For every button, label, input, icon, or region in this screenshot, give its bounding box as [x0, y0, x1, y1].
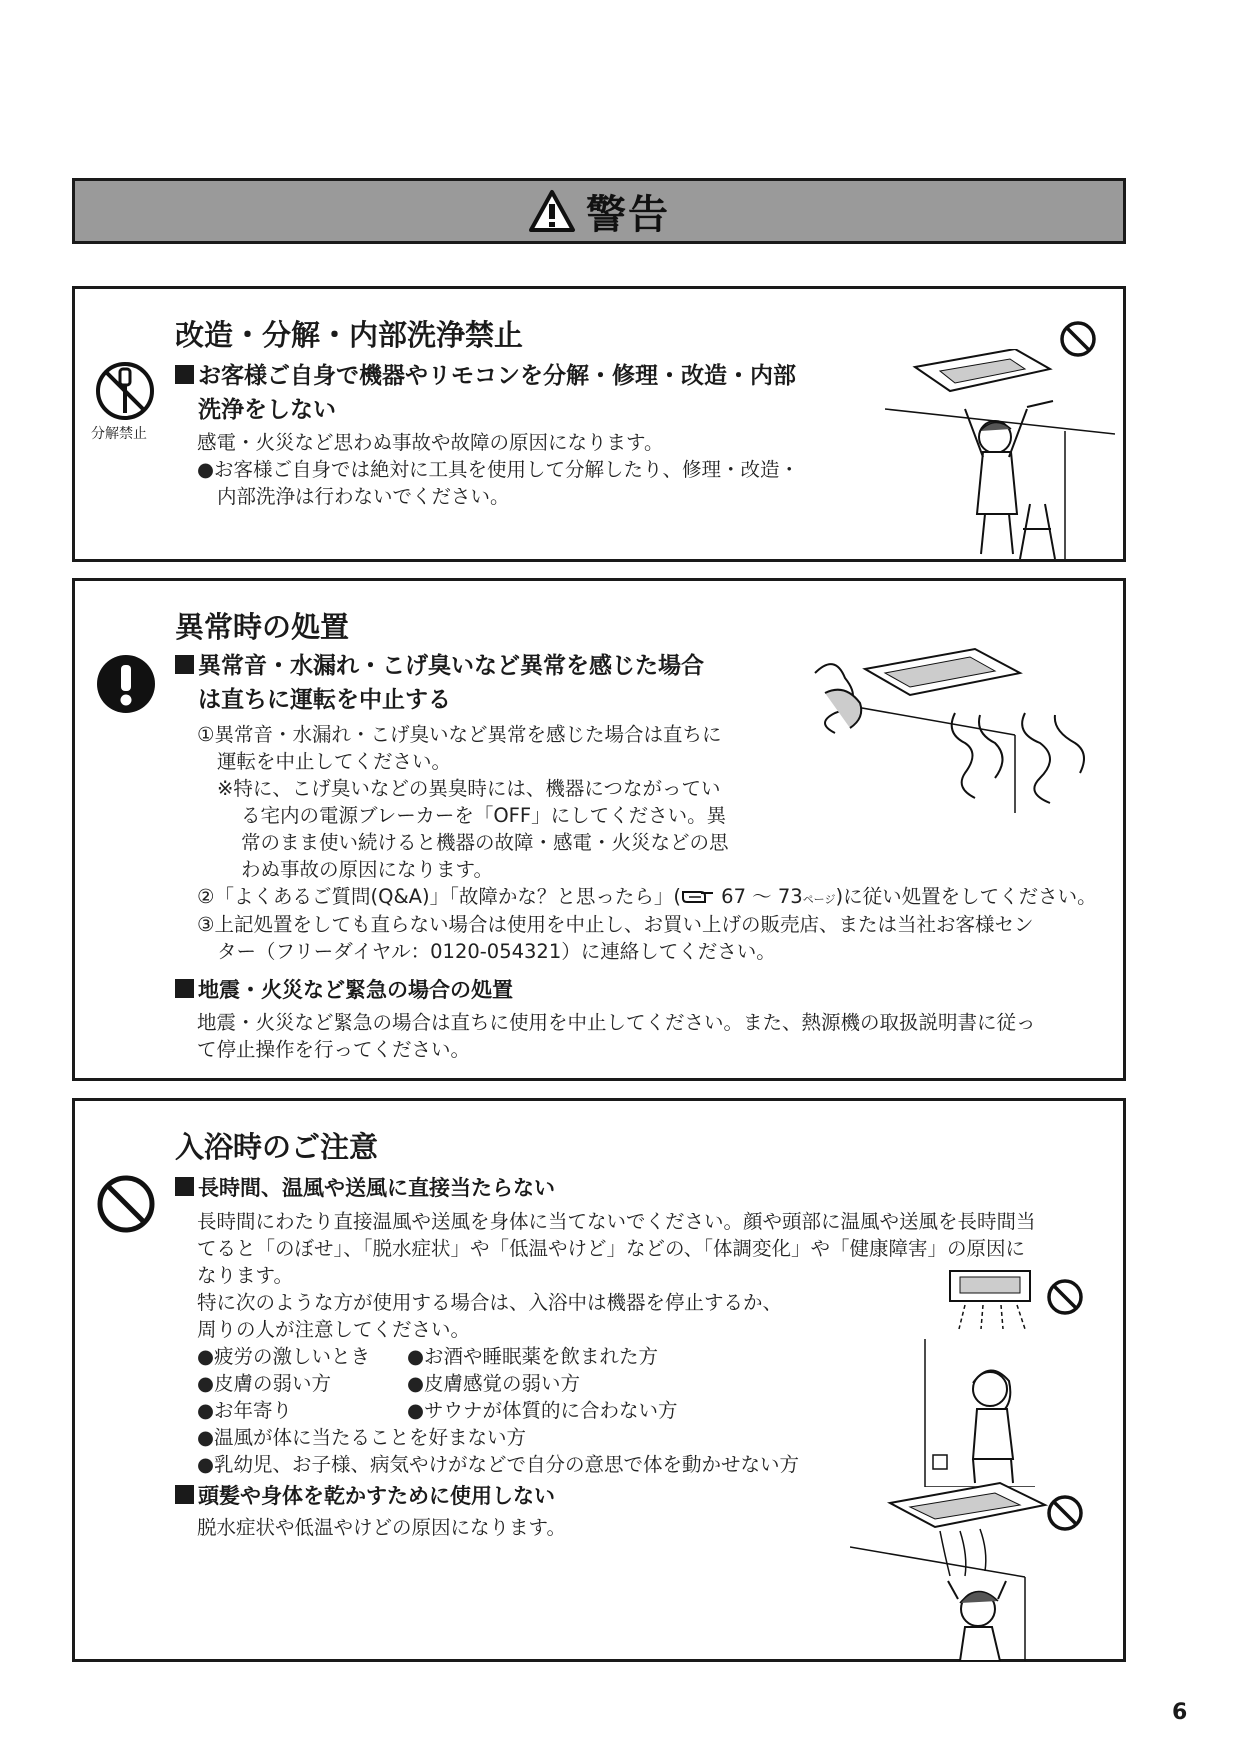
section-title: 改造・分解・内部洗浄禁止 — [175, 318, 524, 352]
smoking-unit-illustration — [805, 643, 1125, 813]
warning-banner — [72, 178, 1126, 244]
subheading: 異常音・水漏れ・こげ臭いなど異常を感じた場合 は直ちに運転を中止する — [175, 649, 835, 717]
prohibited-icon — [95, 1173, 157, 1235]
square-bullet-icon — [175, 1485, 194, 1504]
subheading-emergency: 地震・火災など緊急の場合の処置 — [175, 973, 513, 1007]
square-bullet-icon — [175, 1177, 194, 1196]
list-item: ●サウナが体質的に合わない方 — [407, 1399, 678, 1422]
section-title: 入浴時のご注意 — [175, 1130, 379, 1164]
bathing-person-illustration — [915, 1269, 1040, 1487]
list-item: ●皮膚の弱い方 — [197, 1372, 332, 1395]
ceiling-unit-person-illustration — [885, 349, 1115, 559]
body-text: 地震・火災など緊急の場合は直ちに使用を中止してください。また、熱源機の取扱説明書に従っ て停止操作を行ってください。 — [197, 1011, 1036, 1061]
body-text: ①異常音・水漏れ・こげ臭いなど異常を感じた場合は直ちに 運転を中止してください。 ※特に、こげ臭いなどの異臭時には、機器につながってい る宅内の電源ブレーカーを「OFF」にしてください。異 常のまま使い続けると機器の故障・感電・火災などの思 わぬ事故の原因になります。 — [197, 723, 729, 881]
subheading-hair-drying: 頭髪や身体を乾かすために使用しない — [175, 1479, 555, 1513]
section-title: 異常時の処置 — [175, 610, 350, 644]
hair-drying-illustration — [850, 1481, 1100, 1661]
prohibited-icon — [1045, 1277, 1085, 1317]
warning-triangle-icon — [528, 189, 576, 233]
list-item: ●乳幼児、お子様、病気やけがなどで自分の意思で体を動かせない方 — [197, 1453, 800, 1476]
reference-line: ②「よくあるご質問(Q&A)」「故障かな？と思ったら」( 67 ～ 73ページ)に従い処置をしてください。 — [197, 885, 1097, 908]
subheading: 長時間、温風や送風に直接当たらない — [175, 1171, 555, 1205]
body-text: 長時間にわたり直接温風や送風を身体に当てないでください。顔や頭部に温風や送風を長時間当 てると「のぼせ」、「脱水症状」や「低温やけど」などの、「体調変化」や「健康障害」の原因に なります。 特に次のような方が使用する場合は、入浴中は機器を停止するか、 周りの人が注意してください。 ●疲労の激しいとき ●お酒や睡眠薬を飲まれた方 ●皮膚の弱い方 ●皮膚感覚の弱い方 ●お年寄り ●サウナが体質的に合わない方 ●温風が体に当たることを好まない方 ●乳幼児、お子様、病気やけがなどで自分の意思で体を動かせない方 — [197, 1210, 1036, 1476]
pointing-hand-icon — [681, 886, 715, 906]
list-item: ●皮膚感覚の弱い方 — [407, 1372, 581, 1395]
list-item: ●温風が体に当たることを好まない方 — [197, 1426, 527, 1449]
body-text: 脱水症状や低温やけどの原因になります。 — [197, 1516, 566, 1539]
section-no-disassembly — [72, 286, 1126, 562]
no-disassembly-icon — [93, 359, 157, 423]
list-item: ●お酒や睡眠薬を飲まれた方 — [407, 1345, 659, 1368]
list-item: ●お年寄り — [197, 1399, 293, 1422]
square-bullet-icon — [175, 365, 194, 384]
list-item: ●疲労の激しいとき — [197, 1345, 371, 1368]
symbol-label: 分解禁止 — [91, 426, 147, 442]
subheading: お客様ご自身で機器やリモコンを分解・修理・改造・内部 洗浄をしない — [175, 359, 955, 427]
section-abnormal — [72, 578, 1126, 1081]
section-bathing — [72, 1098, 1126, 1662]
square-bullet-icon — [175, 979, 194, 998]
warning-title: 警告 — [586, 191, 670, 238]
page-number: 6 — [1172, 1700, 1188, 1725]
mandatory-action-icon — [95, 653, 157, 715]
body-text: 感電・火災など思わぬ事故や故障の原因になります。 ●お客様ご自身では絶対に工具を使用して分解したり、修理・改造・ 内部洗浄は行わないでください。 — [197, 431, 800, 508]
square-bullet-icon — [175, 655, 194, 674]
body-text: ③上記処置をしても直らない場合は使用を中止し、お買い上げの販売店、または当社お客様セン ター（フリーダイヤル：0120-054321）に連絡してください。 — [197, 913, 1034, 963]
